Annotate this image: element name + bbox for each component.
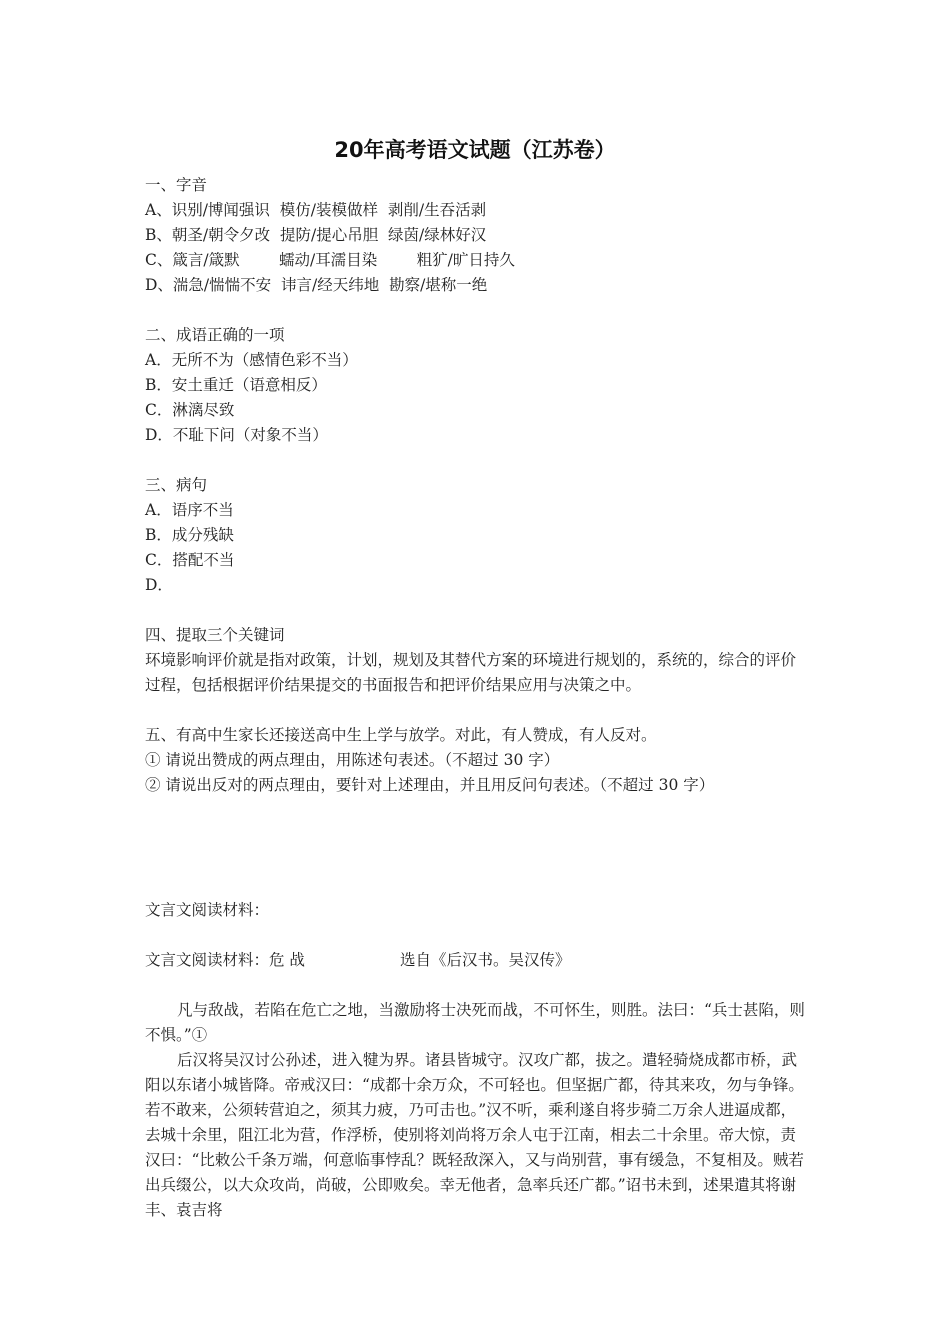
section-3-option-b: B．成分残缺 xyxy=(145,526,234,544)
section-2-option-c: C．淋漓尽致 xyxy=(145,401,235,419)
section-5-question-1: ① 请说出赞成的两点理由，用陈述句表述。（不超过 30 字） xyxy=(145,751,560,769)
page-title: 20年高考语文试题（江苏卷） xyxy=(334,138,616,162)
section-3-option-c: C．搭配不当 xyxy=(145,551,235,569)
section-3-option-d: D． xyxy=(145,576,173,594)
section-2-option-b: B．安土重迁（语意相反） xyxy=(145,376,327,394)
section-1-option-d: D、湍急/惴惴不安 讳言/经天纬地 勘察/堪称一绝 xyxy=(145,276,488,294)
classical-title-line xyxy=(145,948,810,973)
section-2-heading: 二、成语正确的一项 xyxy=(145,326,285,344)
classical-label: 文言文阅读材料： xyxy=(145,901,270,919)
section-1-option-a: A、识别/博闻强识 模仿/装模做样 剥削/生吞活剥 xyxy=(145,201,487,219)
section-4-passage: 环境影响评价就是指对政策，计划，规划及其替代方案的环境进行规划的，系统的，综合的评价过程，包括根据评价结果提交的书面报告和把评价结果应用与决策之中。 xyxy=(145,651,797,694)
classical-source: 选自《后汉书。吴汉传》 xyxy=(399,951,571,969)
section-4-heading: 四、提取三个关键词 xyxy=(145,626,285,644)
classical-title: 文言文阅读材料：危 战 xyxy=(145,951,305,969)
section-2-option-a: A．无所不为（感情色彩不当） xyxy=(145,351,358,369)
section-5-heading: 五、有高中生家长还接送高中生上学与放学。对此，有人赞成，有人反对。 xyxy=(145,726,657,744)
section-3-heading: 三、病句 xyxy=(145,476,208,494)
classical-paragraph-1: 凡与敌战，若陷在危亡之地，当激励将士决死而战，不可怀生，则胜。法曰：“兵士甚陷，则不惧。”① xyxy=(145,1001,805,1044)
section-1-option-c: C、箴言/箴默 蠕动/耳濡目染 粗犷/旷日持久 xyxy=(145,251,515,269)
section-1-heading: 一、字音 xyxy=(145,176,208,194)
section-3-option-a: A．语序不当 xyxy=(145,501,234,519)
section-5-question-2: ② 请说出反对的两点理由，要针对上述理由，并且用反问句表述。（不超过 30 字） xyxy=(145,776,715,794)
classical-paragraph-2: 后汉将吴汉讨公孙述，进入犍为界。诸县皆城守。汉攻广都，拔之。遣轻骑烧成都市桥，武阳以东诸小城皆降。帝戒汉曰：“成都十余万众，不可轻也。但坚据广都，待其来攻，勿与争锋。若不敢来，公须转营迫之，须其力疲，乃可击也。”汉不听，乘利遂自将步骑二万余人进逼成都，去城十余里，阻江北为营，作浮桥，使别将刘尚将万余人屯于江南，相去二十余里。帝大惊，责汉曰：“比敕公千条万端，何意临事悖乱？既轻敌深入，又与尚别营，事有缓急，不复相及。贼若出兵缀公，以大众攻尚，尚破，公即败矣。幸无他者，急率兵还广都。”诏书未到，述果遣其将谢丰、袁吉将 xyxy=(145,1051,804,1219)
document-body xyxy=(145,173,810,1223)
section-1-option-b: B、朝圣/朝令夕改 提防/提心吊胆 绿茵/绿林好汉 xyxy=(145,226,487,244)
section-2-option-d: D．不耻下问（对象不当） xyxy=(145,426,328,444)
